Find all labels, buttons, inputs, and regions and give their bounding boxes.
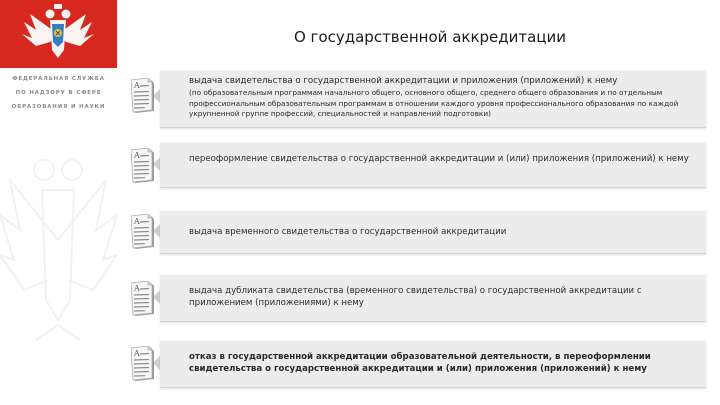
list-item xyxy=(160,274,706,322)
logo xyxy=(0,0,117,68)
svg-text:A: A xyxy=(134,151,140,160)
eagle-emblem-icon xyxy=(0,0,117,68)
org-name-line-1: ФЕДЕРАЛЬНАЯ СЛУЖБА xyxy=(12,76,105,82)
document-icon xyxy=(131,281,156,317)
list-item xyxy=(160,340,706,388)
document-icon xyxy=(131,346,156,382)
document-icon xyxy=(131,78,156,114)
svg-text:A: A xyxy=(134,284,140,293)
document-icon xyxy=(131,148,156,184)
list-item-subtext: (по образовательным программам начального общего, основного общего, среднего общего образования и по отдельным профессиональным образовательным программам в отношении каждого уровня профессионального образования по каждой укрупненной группе профессий, специальностей и направлений подготовки) xyxy=(189,88,679,118)
page-title: О государственной аккредитации xyxy=(293,28,567,46)
list-item-text xyxy=(189,285,698,310)
org-name-line-2: ПО НАДЗОРУ В СФЕРЕ xyxy=(15,90,102,96)
org-name-line-3: ОБРАЗОВАНИЯ И НАУКИ xyxy=(11,104,106,110)
list-item-text xyxy=(189,75,698,119)
list-item-text xyxy=(189,351,698,376)
list-item-title: выдача временного свидетельства о государственной аккредитации xyxy=(189,227,507,237)
list-item-title: переоформление свидетельства о государственной аккредитации и (или) приложения (приложений) к нему xyxy=(189,154,689,164)
list-item-title: отказ в государственной аккредитации образовательной деятельности, в переоформлении свидетельства о государственной аккредитации и (или) приложения (приложений) к нему xyxy=(189,352,651,375)
list-item-title: выдача дубликата свидетельства (временного свидетельства) о государственной аккредитации с приложением (приложениями) к нему xyxy=(189,286,642,309)
sidebar xyxy=(0,0,117,405)
eagle-watermark-icon xyxy=(0,120,117,405)
list-item xyxy=(160,70,706,128)
svg-text:A: A xyxy=(134,217,140,226)
list-item xyxy=(160,142,706,188)
list-item-title: выдача свидетельства о государственной аккредитации и приложения (приложений) к нему xyxy=(189,76,618,86)
list-item-text xyxy=(189,153,698,165)
list-item-text xyxy=(189,226,698,238)
document-icon xyxy=(131,214,156,250)
svg-text:A: A xyxy=(134,81,140,90)
svg-text:A: A xyxy=(134,349,140,358)
list-item xyxy=(160,210,706,254)
